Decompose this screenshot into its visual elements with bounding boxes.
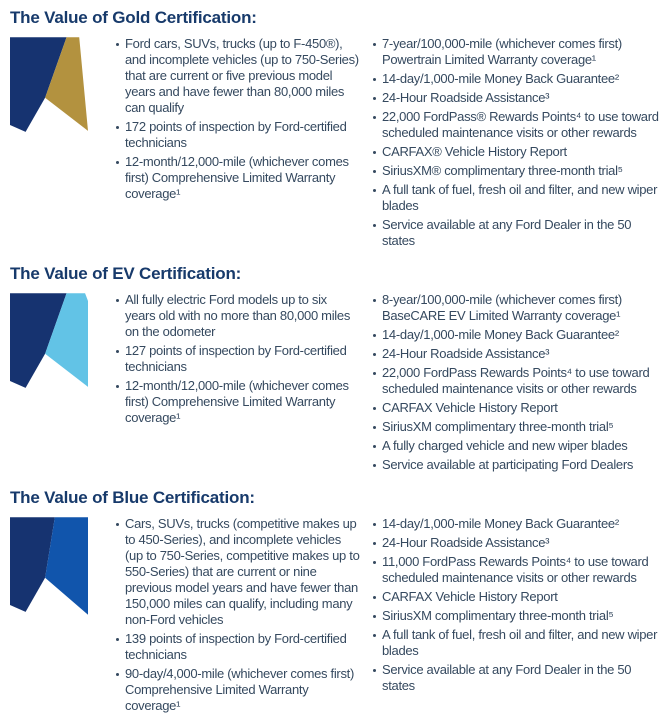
blue-certification-badge-icon bbox=[10, 517, 88, 615]
gold-left-bullet-list bbox=[115, 36, 360, 205]
bullet-item: 127 points of inspection by Ford-certified technicians bbox=[115, 343, 360, 375]
bullet-item: Ford cars, SUVs, trucks (up to F-450®), and incomplete vehicles (up to 750-Series) that are current or five previous model years and have fewer than 80,000 miles can qualify bbox=[115, 36, 360, 116]
bullet-item: Cars, SUVs, trucks (competitive makes up to 450-Series), and incomplete vehicles (up to 750-Series, competitive makes up to 550-Series) that are current or nine previous model years and have fewer than 150,000 miles can qualify, including many non-Ford vehicles bbox=[115, 516, 360, 628]
bullet-item: 12-month/12,000-mile (whichever comes first) Comprehensive Limited Warranty coverage¹ bbox=[115, 378, 360, 426]
gold-section-content bbox=[10, 36, 666, 252]
bullet-item: Service available at any Ford Dealer in the 50 states bbox=[372, 662, 664, 694]
gold-right-bullet-list bbox=[372, 36, 666, 252]
bullet-item: 139 points of inspection by Ford-certified technicians bbox=[115, 631, 360, 663]
ev-section-heading: The Value of EV Certification: bbox=[10, 264, 242, 283]
bullet-item: A fully charged vehicle and new wiper blades bbox=[372, 438, 664, 454]
section-gold-certification bbox=[10, 8, 666, 252]
bullet-item: 22,000 FordPass Rewards Points⁴ to use toward scheduled maintenance visits or other rewards bbox=[372, 365, 664, 397]
bullet-item: 22,000 FordPass® Rewards Points⁴ to use toward scheduled maintenance visits or other rewards bbox=[372, 109, 664, 141]
bullet-item: Service available at participating Ford Dealers bbox=[372, 457, 664, 473]
gold-certification-badge-icon bbox=[10, 37, 88, 135]
bullet-item: 24-Hour Roadside Assistance³ bbox=[372, 346, 664, 362]
bullet-item: CARFAX Vehicle History Report bbox=[372, 400, 664, 416]
bullet-item: A full tank of fuel, fresh oil and filter, and new wiper blades bbox=[372, 182, 664, 214]
bullet-item: SiriusXM complimentary three-month trial⁵ bbox=[372, 608, 664, 624]
section-ev-certification bbox=[10, 264, 666, 476]
gold-badge-column bbox=[10, 36, 103, 135]
bullet-item: SiriusXM® complimentary three-month trial⁵ bbox=[372, 163, 664, 179]
bullet-item: 8-year/100,000-mile (whichever comes first) BaseCARE EV Limited Warranty coverage¹ bbox=[372, 292, 664, 324]
gold-section-heading: The Value of Gold Certification: bbox=[10, 8, 257, 27]
bullet-item: 24-Hour Roadside Assistance³ bbox=[372, 90, 664, 106]
blue-left-bullet-list bbox=[115, 516, 360, 717]
blue-right-bullet-list bbox=[372, 516, 666, 697]
bullet-item: 7-year/100,000-mile (whichever comes first) Powertrain Limited Warranty coverage¹ bbox=[372, 36, 664, 68]
blue-section-content bbox=[10, 516, 666, 717]
ev-section-content bbox=[10, 292, 666, 476]
bullet-item: CARFAX® Vehicle History Report bbox=[372, 144, 664, 160]
bullet-item: CARFAX Vehicle History Report bbox=[372, 589, 664, 605]
bullet-item: 172 points of inspection by Ford-certified technicians bbox=[115, 119, 360, 151]
bullet-item: 11,000 FordPass Rewards Points⁴ to use toward scheduled maintenance visits or other rewards bbox=[372, 554, 664, 586]
ev-left-bullet-list bbox=[115, 292, 360, 429]
bullet-item: 12-month/12,000-mile (whichever comes first) Comprehensive Limited Warranty coverage¹ bbox=[115, 154, 360, 202]
blue-section-heading: The Value of Blue Certification: bbox=[10, 488, 255, 507]
ev-certification-badge-icon bbox=[10, 293, 88, 391]
ev-right-bullet-list bbox=[372, 292, 666, 476]
ev-badge-column bbox=[10, 292, 103, 391]
bullet-item: SiriusXM complimentary three-month trial⁵ bbox=[372, 419, 664, 435]
bullet-item: 14-day/1,000-mile Money Back Guarantee² bbox=[372, 516, 664, 532]
bullet-item: 24-Hour Roadside Assistance³ bbox=[372, 535, 664, 551]
bullet-item: Service available at any Ford Dealer in the 50 states bbox=[372, 217, 664, 249]
bullet-item: 14-day/1,000-mile Money Back Guarantee² bbox=[372, 327, 664, 343]
bullet-item: A full tank of fuel, fresh oil and filter, and new wiper blades bbox=[372, 627, 664, 659]
bullet-item: 90-day/4,000-mile (whichever comes first) Comprehensive Limited Warranty coverage¹ bbox=[115, 666, 360, 714]
bullet-item: 14-day/1,000-mile Money Back Guarantee² bbox=[372, 71, 664, 87]
section-blue-certification bbox=[10, 488, 666, 717]
bullet-item: All fully electric Ford models up to six years old with no more than 80,000 miles on the odometer bbox=[115, 292, 360, 340]
blue-badge-column bbox=[10, 516, 103, 615]
